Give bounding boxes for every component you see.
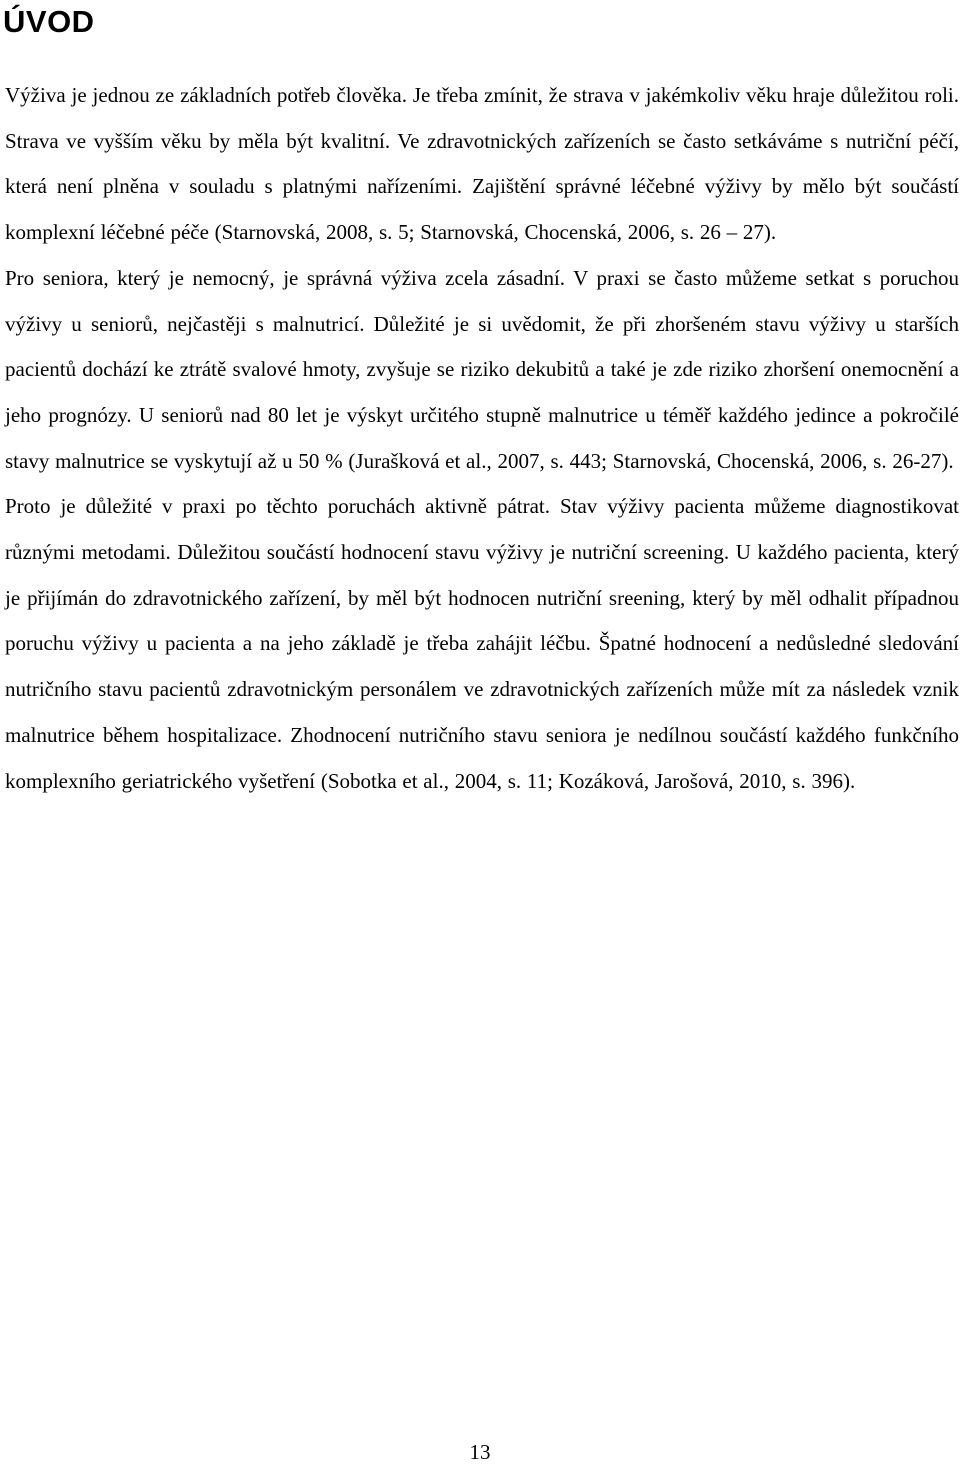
body-text xyxy=(5,73,959,804)
page-number: 13 xyxy=(469,1440,491,1464)
section-heading: ÚVOD xyxy=(3,4,95,39)
paragraph-2: Pro seniora, který je nemocný, je správná výživa zcela zásadní. V praxi se často můžeme setkat s poruchou výživy u seniorů, nejčastěji s malnutricí. Důležité je si uvědomit, že při zhoršeném stavu výživy u starších pacientů dochází ke ztrátě svalové hmoty, zvyšuje se riziko dekubitů a také je zde riziko zhoršení onemocnění a jeho prognózy. U seniorů nad 80 let je výskyt určitého stupně malnutrice u téměř každého jedince a pokročilé stavy malnutrice se vyskytují až u 50 % (Jurašková et al., 2007, s. 443; Starnovská, Chocenská, 2006, s. 26-27). xyxy=(5,265,959,473)
paragraph-1: Výživa je jednou ze základních potřeb člověka. Je třeba zmínit, že strava v jakémkoliv věku hraje důležitou roli. Strava ve vyšším věku by měla být kvalitní. Ve zdravotnických zařízeních se často setkáváme s nutriční péčí, která není plněna v souladu s platnými nařízeními. Zajištění správné léčebné výživy by mělo být součástí komplexní léčebné péče (Starnovská, 2008, s. 5; Starnovská, Chocenská, 2006, s. 26 – 27). xyxy=(5,83,959,245)
paragraph-3: Proto je důležité v praxi po těchto poruchách aktivně pátrat. Stav výživy pacienta můžeme diagnostikovat různými metodami. Důležitou součástí hodnocení stavu výživy je nutriční screening. U každého pacienta, který je přijímán do zdravotnického zařízení, by měl být hodnocen nutriční sreening, který by měl odhalit případnou poruchu výživy u pacienta a na jeho základě je třeba zahájit léčbu. Špatné hodnocení a nedůsledné sledování nutričního stavu pacientů zdravotnickým personálem ve zdravotnických zařízeních může mít za následek vznik malnutrice během hospitalizace. Zhodnocení nutričního stavu seniora je nedílnou součástí každého funkčního komplexního geriatrického vyšetření (Sobotka et al., 2004, s. 11; Kozáková, Jarošová, 2010, s. 396). xyxy=(5,494,959,793)
